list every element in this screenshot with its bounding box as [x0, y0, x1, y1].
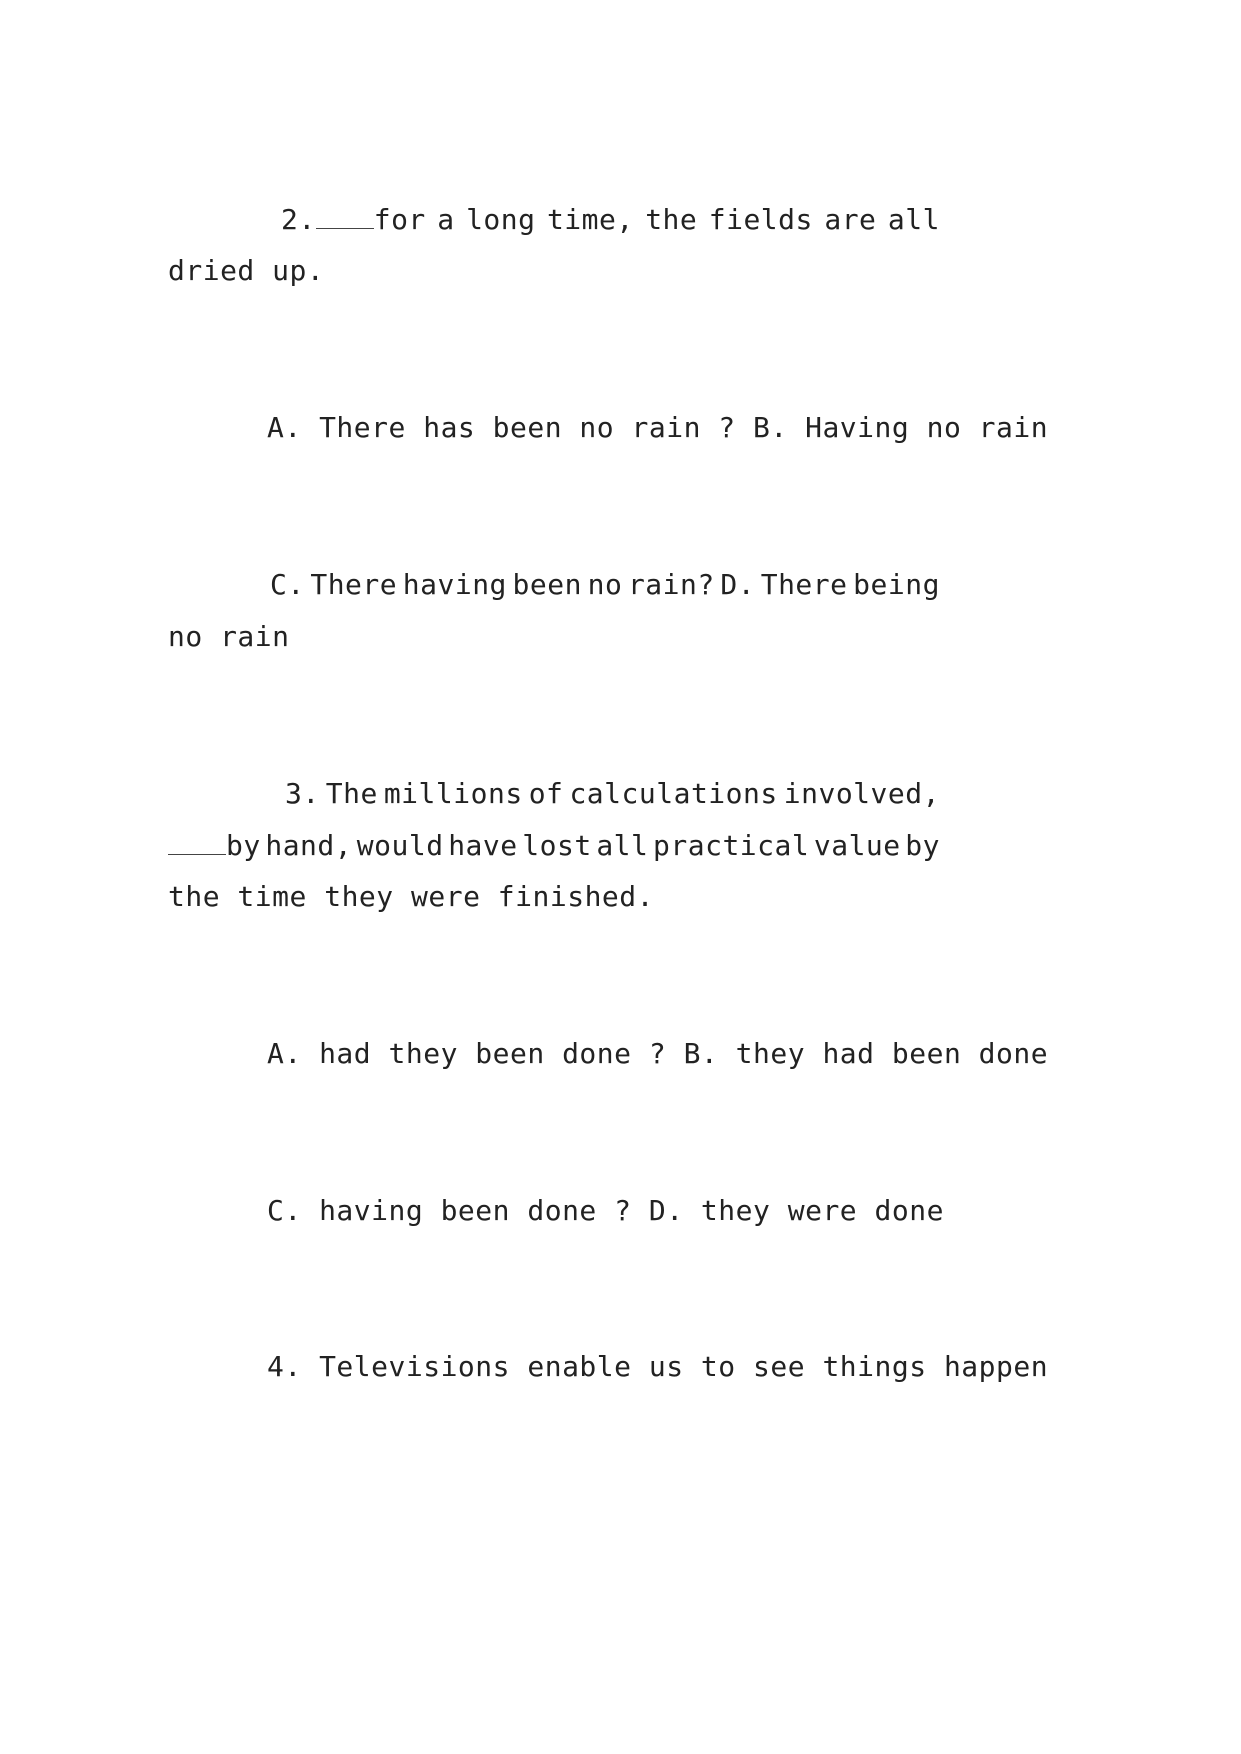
word: C. — [270, 568, 305, 601]
question-2-options-cd — [270, 567, 940, 603]
question-3-options-cd: C. having been done ? D. they were done — [267, 1194, 944, 1227]
word: lost — [522, 829, 592, 862]
word: having — [402, 568, 507, 601]
word: There — [760, 568, 848, 601]
word: been — [512, 568, 582, 601]
question-2-options-cd-cont: no rain — [168, 620, 290, 653]
word: millions — [383, 777, 523, 810]
question-3-options-ab: A. had they been done ? B. they had been done — [267, 1037, 1049, 1070]
word: fields — [708, 203, 813, 236]
word: time, — [546, 203, 634, 236]
question-3-line-2 — [168, 828, 940, 864]
word: all — [887, 203, 940, 236]
word: of — [528, 777, 564, 810]
word: the — [645, 203, 698, 236]
word: There — [310, 568, 398, 601]
word: have — [448, 829, 518, 862]
question-2-options-ab: A. There has been no rain ? B. Having no rain — [267, 411, 1049, 444]
question-2-line-2: dried up. — [168, 254, 325, 287]
word: calculations — [569, 777, 778, 810]
question-3-line-1 — [285, 776, 940, 812]
word: practical — [653, 829, 810, 862]
word: a — [437, 203, 455, 236]
word: would — [356, 829, 444, 862]
answer-blank — [316, 202, 374, 229]
question-2-line-1 — [281, 202, 940, 238]
word: being — [853, 568, 940, 601]
word: hand, — [265, 829, 353, 862]
question-4-line-1: 4. Televisions enable us to see things happen — [267, 1350, 1049, 1383]
question-3-line-3: the time they were finished. — [168, 880, 655, 913]
word: involved, — [783, 777, 940, 810]
blank-with-word: by — [168, 828, 261, 864]
question-2-number-with-blank: 2. for — [281, 203, 426, 236]
word: are — [824, 203, 877, 236]
word: The — [325, 777, 378, 810]
question-3-number: 3. — [285, 777, 320, 810]
word: by — [905, 829, 940, 862]
word: no — [587, 568, 623, 601]
word: rain? — [627, 568, 715, 601]
word: value — [813, 829, 901, 862]
word: D. — [720, 568, 756, 601]
answer-blank — [168, 828, 226, 855]
word: long — [466, 203, 536, 236]
word: all — [596, 829, 649, 862]
